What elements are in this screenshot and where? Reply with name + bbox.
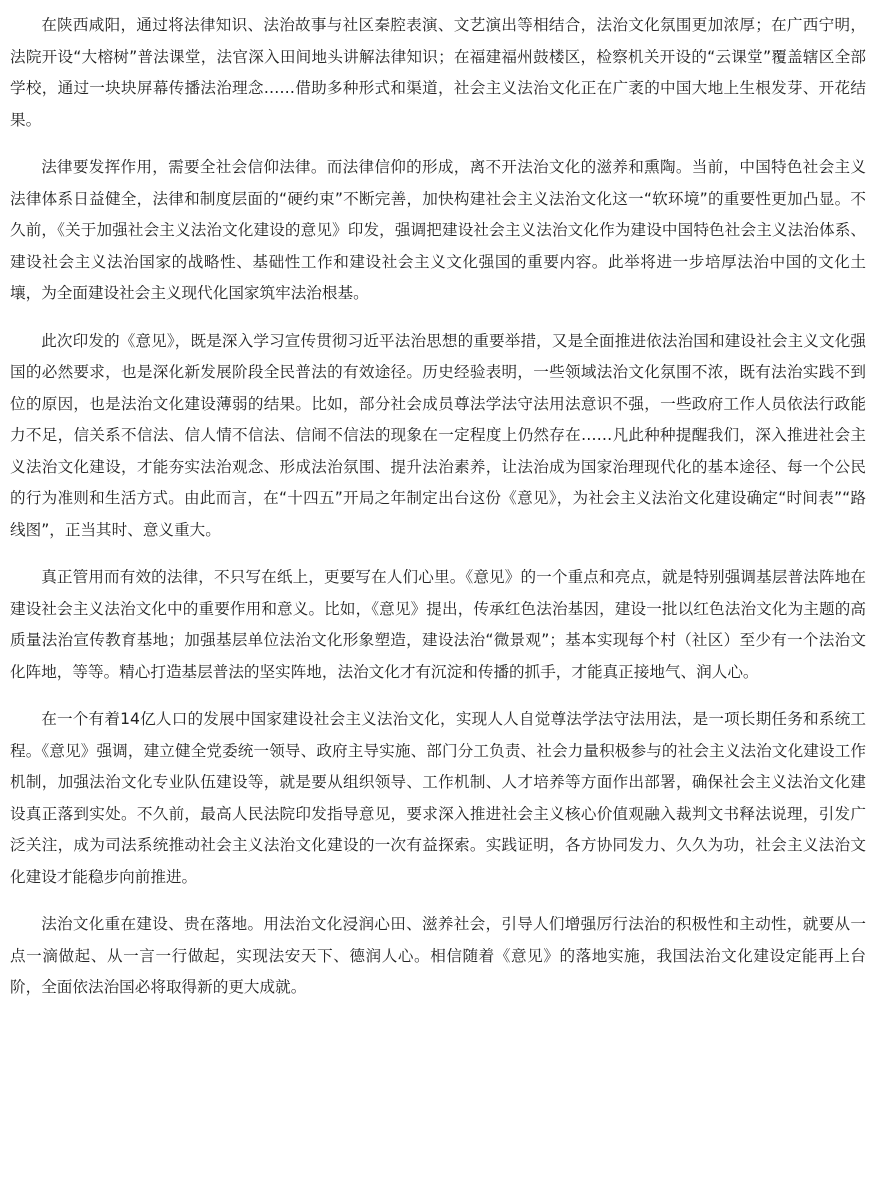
paragraph-3: 此次印发的《意见》，既是深入学习宣传贯彻习近平法治思想的重要举措，又是全面推进依法治国和建设社会主义文化强国的必然要求，也是深化新发展阶段全民普法的有效途径。历史经验表明，一些领域法治文化氛围不浓，既有法治实践不到位的原因，也是法治文化建设薄弱的结果。比如，部分社会成员尊法学法守法用法意识不强，一些政府工作人员依法行政能力不足，信关系不信法、信人情不信法、信闹不信法的现象在一定程度上仍然存在……凡此种种提醒我们，深入推进社会主义法治文化建设，才能夯实法治观念、形成法治氛围、提升法治素养，让法治成为国家治理现代化的基本途径、每一个公民的行为准则和生活方式。由此而言，在“十四五”开局之年制定出台这份《意见》，为社会主义法治文化建设确定“时间表”“路线图”，正当其时、意义重大。: [10, 331, 866, 539]
article-body: [10, 10, 866, 1020]
paragraph-1: 在陕西咸阳，通过将法律知识、法治故事与社区秦腔表演、文艺演出等相结合，法治文化氛围更加浓厚；在广西宁明，法院开设“大榕树”普法课堂，法官深入田间地头讲解法律知识；在福建福州鼓楼区，检察机关开设的“云课堂”覆盖辖区全部学校，通过一块块屏幕传播法治理念……借助多种形式和渠道，社会主义法治文化正在广袤的中国大地上生根发芽、开花结果。: [10, 16, 866, 129]
paragraph-6: 法治文化重在建设、贵在落地。用法治文化浸润心田、滋养社会，引导人们增强厉行法治的积极性和主动性，就要从一点一滴做起、从一言一行做起，实现法安天下、德润人心。相信随着《意见》的落地实施，我国法治文化建设定能再上台阶，全面依法治国必将取得新的更大成就。: [10, 915, 866, 996]
paragraph-2: 法律要发挥作用，需要全社会信仰法律。而法律信仰的形成，离不开法治文化的滋养和熏陶。当前，中国特色社会主义法律体系日益健全，法律和制度层面的“硬约束”不断完善，加快构建社会主义法治文化这一“软环境”的重要性更加凸显。不久前，《关于加强社会主义法治文化建设的意见》印发，强调把建设社会主义法治文化作为建设中国特色社会主义法治体系、建设社会主义法治国家的战略性、基础性工作和建设社会主义文化强国的重要内容。此举将进一步培厚法治中国的文化土壤，为全面建设社会主义现代化国家筑牢法治根基。: [10, 158, 866, 302]
paragraph-5: 在一个有着14亿人口的发展中国家建设社会主义法治文化，实现人人自觉尊法学法守法用法，是一项长期任务和系统工程。《意见》强调，建立健全党委统一领导、政府主导实施、部门分工负责、社会力量积极参与的社会主义法治文化建设工作机制，加强法治文化专业队伍建设等，就是要从组织领导、工作机制、人才培养等方面作出部署，确保社会主义法治文化建设真正落到实处。不久前，最高人民法院印发指导意见，要求深入推进社会主义核心价值观融入裁判文书释法说理，引发广泛关注，成为司法系统推动社会主义法治文化建设的一次有益探索。实践证明，各方协同发力、久久为功，社会主义法治文化建设才能稳步向前推进。: [10, 710, 866, 886]
paragraph-4: 真正管用而有效的法律，不只写在纸上，更要写在人们心里。《意见》的一个重点和亮点，就是特别强调基层普法阵地在建设社会主义法治文化中的重要作用和意义。比如，《意见》提出，传承红色法治基因，建设一批以红色法治文化为主题的高质量法治宣传教育基地；加强基层单位法治文化形象塑造，建设法治“微景观”；基本实现每个村（社区）至少有一个法治文化阵地，等等。精心打造基层普法的坚实阵地，法治文化才有沉淀和传播的抓手，才能真正接地气、润人心。: [10, 568, 866, 681]
